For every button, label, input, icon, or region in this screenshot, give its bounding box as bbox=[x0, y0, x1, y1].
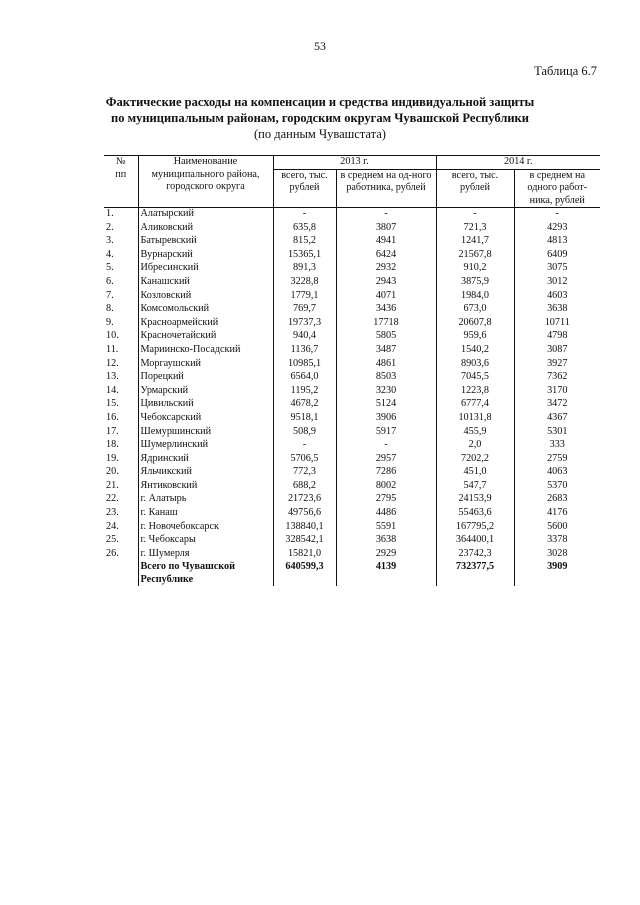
table-body bbox=[104, 208, 600, 587]
row-total-2014: 1223,8 bbox=[436, 385, 514, 399]
row-total-2014: 364400,1 bbox=[436, 534, 514, 548]
row-name: г. Канаш bbox=[138, 507, 273, 521]
row-avg-2014: 5301 bbox=[547, 425, 568, 437]
row-avg-2013: 2929 bbox=[336, 548, 436, 562]
row-number: 24. bbox=[104, 521, 138, 535]
row-number: 25. bbox=[104, 534, 138, 548]
header-number-line-1: № bbox=[115, 156, 126, 167]
table-row bbox=[104, 534, 600, 548]
table-row bbox=[104, 480, 600, 494]
row-name: Моргаушский bbox=[138, 358, 273, 372]
row-avg-2013: 3436 bbox=[336, 303, 436, 317]
row-total-2013: 6564,0 bbox=[273, 371, 336, 385]
table-row bbox=[104, 453, 600, 467]
table-row bbox=[104, 262, 600, 276]
row-total-2014: 7202,2 bbox=[436, 453, 514, 467]
row-avg-2014: 6409 bbox=[547, 248, 568, 260]
row-avg-2013: 3230 bbox=[336, 385, 436, 399]
header-name bbox=[138, 156, 273, 208]
row-avg-2014: 10711 bbox=[544, 316, 570, 328]
row-avg-2013: 2795 bbox=[336, 493, 436, 507]
row-number: 2. bbox=[104, 222, 138, 236]
row-number: 19. bbox=[104, 453, 138, 467]
row-avg-2014: 3028 bbox=[547, 547, 568, 559]
row-total-2014: 1984,0 bbox=[436, 290, 514, 304]
row-name: Урмарский bbox=[138, 385, 273, 399]
row-number: 8. bbox=[104, 303, 138, 317]
row-name: Мариинско-Посадский bbox=[138, 344, 273, 358]
header-name-line-2: муниципального района, bbox=[151, 168, 260, 180]
row-avg-2013: 3906 bbox=[336, 412, 436, 426]
row-total-2013: 1195,2 bbox=[273, 385, 336, 399]
row-avg-2013: 5591 bbox=[336, 521, 436, 535]
row-total-2013: 21723,6 bbox=[273, 493, 336, 507]
row-avg-2014: 5370 bbox=[547, 479, 568, 491]
header-avg-2014: в среднем на одного работ-ника, рублей bbox=[514, 169, 600, 208]
page-number: 53 bbox=[314, 39, 326, 53]
row-name: Цивильский bbox=[138, 398, 273, 412]
header-name-line-3: городского округа bbox=[166, 181, 245, 192]
row-total-2014: 24153,9 bbox=[436, 493, 514, 507]
row-avg-2013: 8503 bbox=[336, 371, 436, 385]
row-number: 26. bbox=[104, 548, 138, 562]
row-avg-2013: 4941 bbox=[336, 235, 436, 249]
row-avg-2014: 2683 bbox=[547, 493, 568, 505]
row-total-2014: 3875,9 bbox=[436, 276, 514, 290]
table-row bbox=[104, 398, 600, 412]
table-row bbox=[104, 276, 600, 290]
row-total-2013: 138840,1 bbox=[273, 521, 336, 535]
row-avg-2014: 4063 bbox=[547, 466, 568, 478]
row-number: 17. bbox=[104, 426, 138, 440]
header-number-line-2: пп bbox=[115, 168, 127, 180]
row-total-2013: 4678,2 bbox=[273, 398, 336, 412]
row-total-2014: 8903,6 bbox=[436, 358, 514, 372]
row-total-2013: 10985,1 bbox=[273, 358, 336, 372]
table-row bbox=[104, 208, 600, 222]
row-number: 11. bbox=[104, 344, 138, 358]
row-total-2014: 547,7 bbox=[436, 480, 514, 494]
row-avg-2013: 5917 bbox=[336, 426, 436, 440]
table-row bbox=[104, 548, 600, 562]
row-avg-2014: 3170 bbox=[547, 384, 568, 396]
row-avg-2014: 4293 bbox=[547, 221, 568, 233]
row-name: Канашский bbox=[138, 276, 273, 290]
row-total-2014: 1241,7 bbox=[436, 235, 514, 249]
total-name: Всего по Чувашской Республике bbox=[138, 561, 273, 586]
header-total-2013: всего, тыс. рублей bbox=[273, 169, 336, 208]
row-name: Яльчикский bbox=[138, 466, 273, 480]
row-name: г. Алатырь bbox=[138, 493, 273, 507]
row-total-2014: 6777,4 bbox=[436, 398, 514, 412]
table-row bbox=[104, 426, 600, 440]
row-avg-2014: 3927 bbox=[547, 357, 568, 369]
row-name: Шумерлинский bbox=[138, 439, 273, 453]
row-avg-2013: 2957 bbox=[336, 453, 436, 467]
table-row bbox=[104, 521, 600, 535]
total-avg-2013: 4139 bbox=[336, 561, 436, 586]
title-line-2: по муниципальным районам, городским округам Чувашской Республики bbox=[111, 111, 529, 125]
row-number: 12. bbox=[104, 358, 138, 372]
row-total-2014: 10131,8 bbox=[436, 412, 514, 426]
row-avg-2013: 2943 bbox=[336, 276, 436, 290]
row-total-2013: 688,2 bbox=[273, 480, 336, 494]
header-total-2014: всего, тыс. рублей bbox=[436, 169, 514, 208]
row-avg-2013: 4861 bbox=[336, 358, 436, 372]
row-number: 1. bbox=[104, 208, 138, 222]
row-name: г. Новочебоксарск bbox=[138, 521, 273, 535]
row-total-2013: 769,7 bbox=[273, 303, 336, 317]
row-avg-2013: 17718 bbox=[336, 317, 436, 331]
row-name: Комсомольский bbox=[138, 303, 273, 317]
row-total-2014: 1540,2 bbox=[436, 344, 514, 358]
row-number: 9. bbox=[104, 317, 138, 331]
table-row bbox=[104, 249, 600, 263]
title-line-1: Фактические расходы на компенсации и средства индивидуальной защиты bbox=[105, 95, 535, 109]
row-total-2014: 2,0 bbox=[436, 439, 514, 453]
expenses-table bbox=[104, 155, 600, 586]
row-name: Красночетайский bbox=[138, 330, 273, 344]
table-row bbox=[104, 344, 600, 358]
row-avg-2014: 3075 bbox=[547, 262, 568, 274]
header-year-2014: 2014 г. bbox=[436, 156, 600, 170]
total-2014: 732377,5 bbox=[436, 561, 514, 586]
row-number: 14. bbox=[104, 385, 138, 399]
total-avg-2014: 3909 bbox=[547, 561, 568, 573]
row-avg-2014: 5600 bbox=[547, 520, 568, 532]
table-row bbox=[104, 290, 600, 304]
row-avg-2014: 4367 bbox=[547, 411, 568, 423]
row-avg-2014: 2759 bbox=[547, 452, 568, 464]
row-total-2013: 1779,1 bbox=[273, 290, 336, 304]
row-total-2013: 508,9 bbox=[273, 426, 336, 440]
row-avg-2014: 4798 bbox=[547, 330, 568, 342]
total-number bbox=[104, 561, 138, 586]
row-total-2013: 19737,3 bbox=[273, 317, 336, 331]
row-number: 10. bbox=[104, 330, 138, 344]
row-avg-2013: 3487 bbox=[336, 344, 436, 358]
row-total-2013: - bbox=[273, 208, 336, 222]
table-row bbox=[104, 385, 600, 399]
row-avg-2014: 4176 bbox=[547, 507, 568, 519]
row-name: Янтиковский bbox=[138, 480, 273, 494]
row-name: Чебоксарский bbox=[138, 412, 273, 426]
total-row bbox=[104, 561, 600, 586]
table-row bbox=[104, 317, 600, 331]
row-total-2013: 15365,1 bbox=[273, 249, 336, 263]
row-total-2014: 721,3 bbox=[436, 222, 514, 236]
row-avg-2013: 3807 bbox=[336, 222, 436, 236]
row-avg-2013: 4486 bbox=[336, 507, 436, 521]
row-total-2013: - bbox=[273, 439, 336, 453]
total-2013: 640599,3 bbox=[273, 561, 336, 586]
row-total-2013: 772,3 bbox=[273, 466, 336, 480]
table-row bbox=[104, 466, 600, 480]
row-name: г. Шумерля bbox=[138, 548, 273, 562]
row-total-2014: - bbox=[436, 208, 514, 222]
row-total-2014: 55463,6 bbox=[436, 507, 514, 521]
row-avg-2014: 3087 bbox=[547, 343, 568, 355]
table-row bbox=[104, 330, 600, 344]
row-number: 18. bbox=[104, 439, 138, 453]
row-avg-2014: 4603 bbox=[547, 289, 568, 301]
title-line-3: (по данным Чувашстата) bbox=[254, 127, 386, 141]
header-avg-2013: в среднем на од-ного работника, рублей bbox=[336, 169, 436, 208]
row-total-2014: 455,9 bbox=[436, 426, 514, 440]
row-total-2013: 5706,5 bbox=[273, 453, 336, 467]
row-name: Ядринский bbox=[138, 453, 273, 467]
table-row bbox=[104, 235, 600, 249]
row-name: Козловский bbox=[138, 290, 273, 304]
row-avg-2013: 6424 bbox=[336, 249, 436, 263]
row-number: 6. bbox=[104, 276, 138, 290]
row-total-2013: 891,3 bbox=[273, 262, 336, 276]
row-name: Ибресинский bbox=[138, 262, 273, 276]
row-avg-2014: - bbox=[555, 208, 559, 219]
row-total-2013: 635,8 bbox=[273, 222, 336, 236]
row-total-2014: 910,2 bbox=[436, 262, 514, 276]
row-name: Алатырский bbox=[138, 208, 273, 222]
row-total-2013: 815,2 bbox=[273, 235, 336, 249]
row-total-2013: 15821,0 bbox=[273, 548, 336, 562]
row-total-2014: 20607,8 bbox=[436, 317, 514, 331]
row-name: Аликовский bbox=[138, 222, 273, 236]
row-total-2014: 959,6 bbox=[436, 330, 514, 344]
row-total-2013: 3228,8 bbox=[273, 276, 336, 290]
table-title bbox=[0, 94, 640, 142]
table-row bbox=[104, 222, 600, 236]
row-avg-2014: 3378 bbox=[547, 534, 568, 546]
row-avg-2013: 4071 bbox=[336, 290, 436, 304]
row-number: 5. bbox=[104, 262, 138, 276]
table-row bbox=[104, 439, 600, 453]
row-number: 4. bbox=[104, 249, 138, 263]
table-row bbox=[104, 493, 600, 507]
row-avg-2014: 333 bbox=[549, 439, 565, 451]
table-row bbox=[104, 507, 600, 521]
row-avg-2013: 5805 bbox=[336, 330, 436, 344]
row-name: г. Чебоксары bbox=[138, 534, 273, 548]
row-total-2013: 940,4 bbox=[273, 330, 336, 344]
row-total-2013: 1136,7 bbox=[273, 344, 336, 358]
row-avg-2013: - bbox=[336, 439, 436, 453]
header-number bbox=[104, 156, 138, 208]
row-total-2014: 7045,5 bbox=[436, 371, 514, 385]
table-row bbox=[104, 371, 600, 385]
table-label: Таблица 6.7 bbox=[534, 64, 597, 78]
row-total-2013: 9518,1 bbox=[273, 412, 336, 426]
row-avg-2014: 3638 bbox=[547, 303, 568, 315]
row-name: Вурнарский bbox=[138, 249, 273, 263]
row-number: 16. bbox=[104, 412, 138, 426]
table-row bbox=[104, 358, 600, 372]
row-number: 23. bbox=[104, 507, 138, 521]
row-avg-2013: 8002 bbox=[336, 480, 436, 494]
row-name: Порецкий bbox=[138, 371, 273, 385]
row-avg-2013: 5124 bbox=[336, 398, 436, 412]
row-total-2014: 167795,2 bbox=[436, 521, 514, 535]
row-number: 22. bbox=[104, 493, 138, 507]
row-avg-2013: - bbox=[336, 208, 436, 222]
row-total-2013: 328542,1 bbox=[273, 534, 336, 548]
header-year-2013: 2013 г. bbox=[273, 156, 436, 170]
header-name-line-1: Наименование bbox=[173, 156, 238, 167]
row-total-2014: 21567,8 bbox=[436, 249, 514, 263]
row-name: Батыревский bbox=[138, 235, 273, 249]
row-name: Красноармейский bbox=[138, 317, 273, 331]
row-total-2014: 673,0 bbox=[436, 303, 514, 317]
table-row bbox=[104, 303, 600, 317]
row-avg-2014: 3472 bbox=[547, 398, 568, 410]
row-avg-2014: 3012 bbox=[547, 275, 568, 287]
row-avg-2013: 2932 bbox=[336, 262, 436, 276]
row-number: 21. bbox=[104, 480, 138, 494]
row-number: 3. bbox=[104, 235, 138, 249]
row-avg-2014: 4813 bbox=[547, 235, 568, 247]
row-total-2014: 451,0 bbox=[436, 466, 514, 480]
row-name: Шемуршинский bbox=[138, 426, 273, 440]
row-number: 15. bbox=[104, 398, 138, 412]
row-total-2013: 49756,6 bbox=[273, 507, 336, 521]
row-number: 7. bbox=[104, 290, 138, 304]
row-avg-2014: 7362 bbox=[547, 371, 568, 383]
row-number: 13. bbox=[104, 371, 138, 385]
row-total-2014: 23742,3 bbox=[436, 548, 514, 562]
row-avg-2013: 3638 bbox=[336, 534, 436, 548]
table-row bbox=[104, 412, 600, 426]
row-avg-2013: 7286 bbox=[336, 466, 436, 480]
row-number: 20. bbox=[104, 466, 138, 480]
